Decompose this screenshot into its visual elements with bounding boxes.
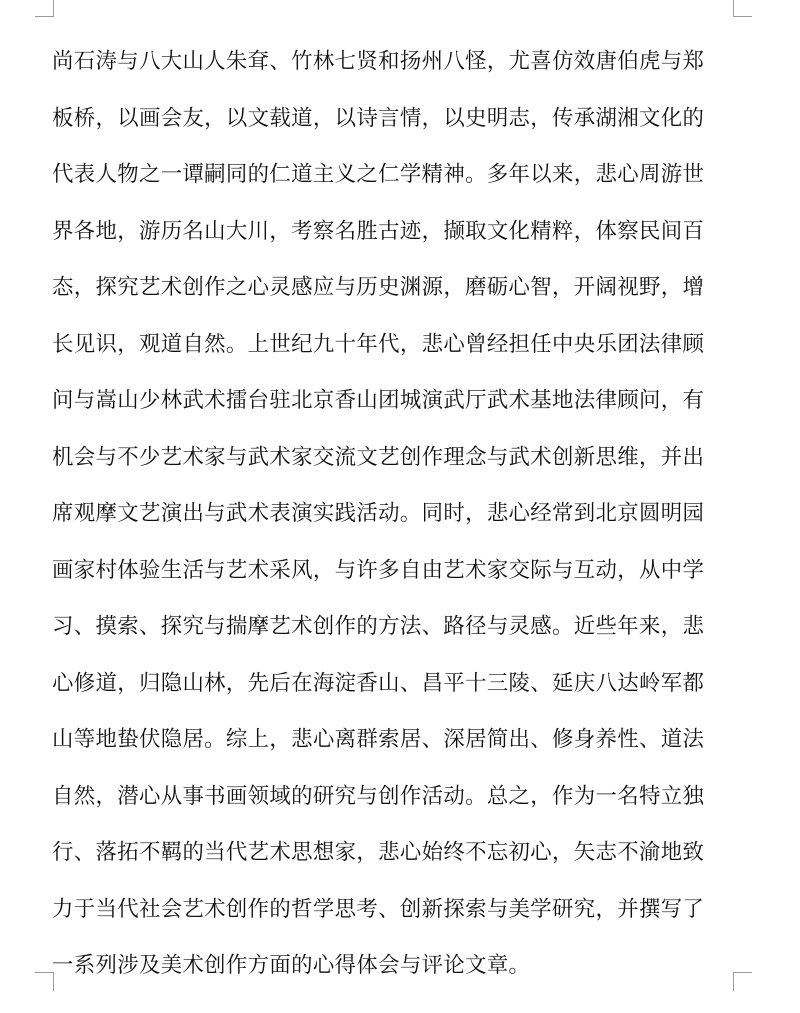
text-line: 机会与不少艺术家与武术家交流文艺创作理念与武术创新思维，并出 — [52, 444, 705, 470]
text-line: 席观摩文艺演出与武术表演实践活动。同时，悲心经常到北京圆明园 — [52, 501, 705, 526]
text-line: 力于当代社会艺术创作的哲学思考、创新探索与美学研究，并撰写了 — [52, 896, 705, 922]
text-line: 代表人物之一谭嗣同的仁道主义之仁学精神。多年以来，悲心周游世 — [52, 162, 705, 187]
text-line: 态，探究艺术创作之心灵感应与历史渊源，磨砺心智，开阔视野，增 — [52, 275, 705, 300]
text-line: 行、落拓不羁的当代艺术思想家，悲心始终不忘初心，矢志不渝地致 — [52, 840, 705, 865]
text-line: 一系列涉及美术创作方面的心得体会与评论文章。 — [52, 953, 531, 978]
text-line: 长见识，观道自然。上世纪九十年代，悲心曾经担任中央乐团法律顾 — [52, 331, 705, 357]
text-line: 自然，潜心从事书画领域的研究与创作活动。总之，作为一名特立独 — [52, 783, 705, 809]
text-line: 问与嵩山少林武术擂台驻北京香山团城演武厅武术基地法律顾问，有 — [52, 388, 705, 413]
text-line: 界各地，游历名山大川，考察名胜古迹，撷取文化精粹，体察民间百 — [52, 218, 705, 244]
text-line: 心修道，归隐山林，先后在海淀香山、昌平十三陵、延庆八达岭军都 — [52, 670, 705, 696]
top-right-crop-mark — [733, 0, 752, 17]
text-line: 画家村体验生活与艺术采风，与许多自由艺术家交际与互动，从中学 — [52, 557, 705, 583]
text-line: 尚石涛与八大山人朱耷、竹林七贤和扬州八怪，尤喜仿效唐伯虎与郑 — [52, 49, 705, 74]
body-text — [52, 34, 752, 995]
text-line: 习、摸索、探究与揣摩艺术创作的方法、路径与灵感。近些年来，悲 — [52, 614, 705, 639]
top-left-crop-mark — [35, 0, 54, 17]
text-line: 板桥，以画会友，以文载道，以诗言情，以史明志，传承湖湘文化的 — [52, 105, 705, 131]
text-line: 山等地蛰伏隐居。综上，悲心离群索居、深居简出、修身养性、道法 — [52, 727, 705, 752]
